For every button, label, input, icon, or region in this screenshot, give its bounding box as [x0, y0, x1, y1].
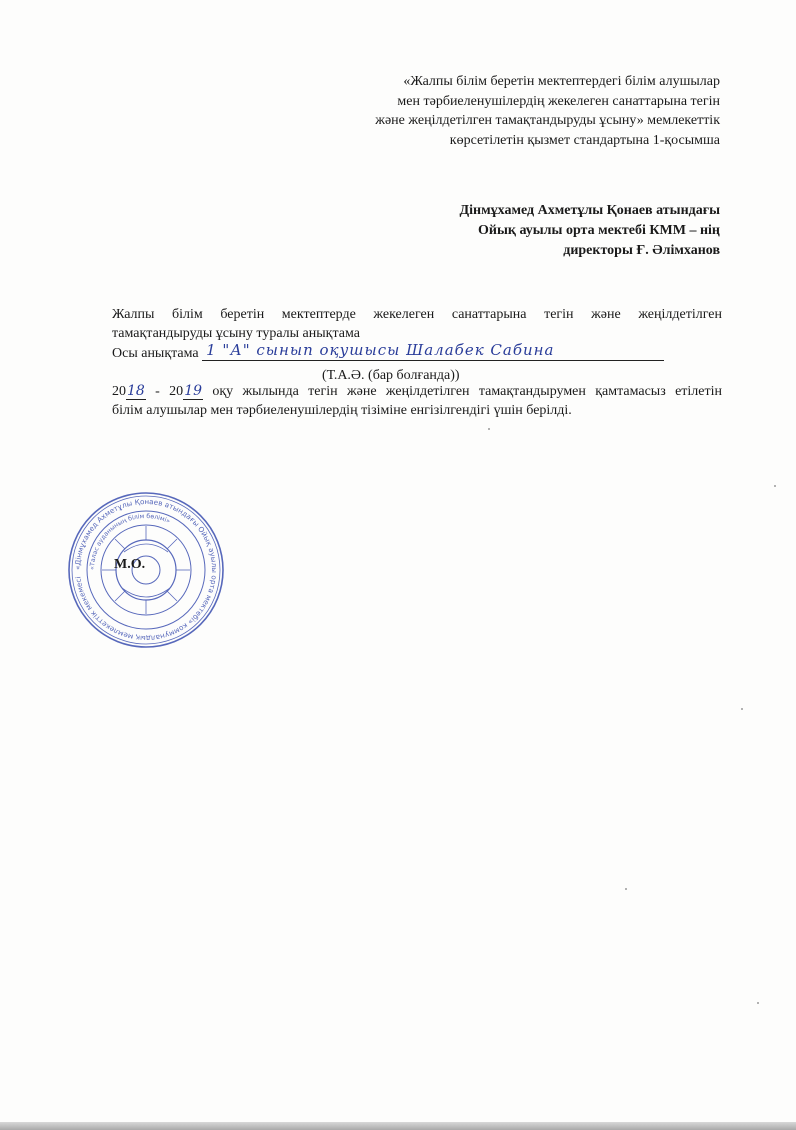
addressee-block [300, 201, 720, 261]
annex-line: мен тәрбиеленушілердің жекелеген санаттарына тегін [397, 93, 720, 109]
year-separator: - 20 [145, 384, 184, 399]
annex-header [300, 72, 720, 150]
issued-to-row [112, 343, 722, 363]
handwritten-year-start: 18 [127, 383, 145, 399]
name-caption: (Т.А.Ә. (бар болғанда)) [322, 368, 460, 383]
issued-to-field [202, 343, 664, 363]
annex-line: көрсетілетін қызмет стандартына 1-қосымша [449, 132, 720, 148]
seal-inner-text: «Талас ауданының білім бөлімі» [88, 512, 172, 571]
seal-outer-text: «Дінмұхамед Ахметұлы Қонаев атындағы Ойық ауылы орта мектебі» коммуналдық мемлекеттік мекемесі [72, 496, 220, 644]
issued-to-label: Осы анықтама [112, 346, 199, 361]
scan-speck [757, 1002, 759, 1004]
scan-speck [488, 428, 490, 430]
year-prefix: 20 [112, 384, 126, 399]
addressee-line: Дінмұхамед Ахметұлы Қонаев атындағы [459, 203, 720, 218]
scan-speck [625, 888, 627, 890]
certificate-title-line: Жалпы білім беретін мектептерде жекелеген санаттарына тегін және жеңілдетілген [112, 307, 722, 322]
annex-line: және жеңілдетілген тамақтандыруды ұсыну» мемлекеттік [375, 113, 720, 128]
scan-speck [774, 485, 776, 487]
scan-edge [0, 1122, 796, 1130]
field-underline [202, 360, 664, 361]
addressee-line: Ойық ауылы орта мектебі КММ – нің [477, 223, 720, 238]
certificate-title-line: тамақтандыруды ұсыну туралы анықтама [112, 326, 360, 341]
certificate-body [112, 305, 722, 420]
scan-speck [741, 708, 743, 710]
addressee-line: директоры Ғ. Әлімханов [563, 243, 720, 258]
official-seal-icon [66, 490, 226, 650]
year-line-rest: оқу жылында тегін және жеңілдетілген тамақтандырумен қамтамасыз етілетін [203, 384, 723, 399]
handwritten-year-end: 19 [184, 383, 203, 399]
certificate-final-line: білім алушылар мен тәрбиеленушілердің тізіміне енгізілгендігі үшін берілді. [112, 403, 572, 418]
annex-line: «Жалпы білім беретін мектептердегі білім алушылар [403, 74, 720, 89]
handwritten-name: 1 "А" сынып оқушысы Шалабек Сабина [206, 341, 555, 359]
stamp-label: М.О. [114, 557, 146, 572]
